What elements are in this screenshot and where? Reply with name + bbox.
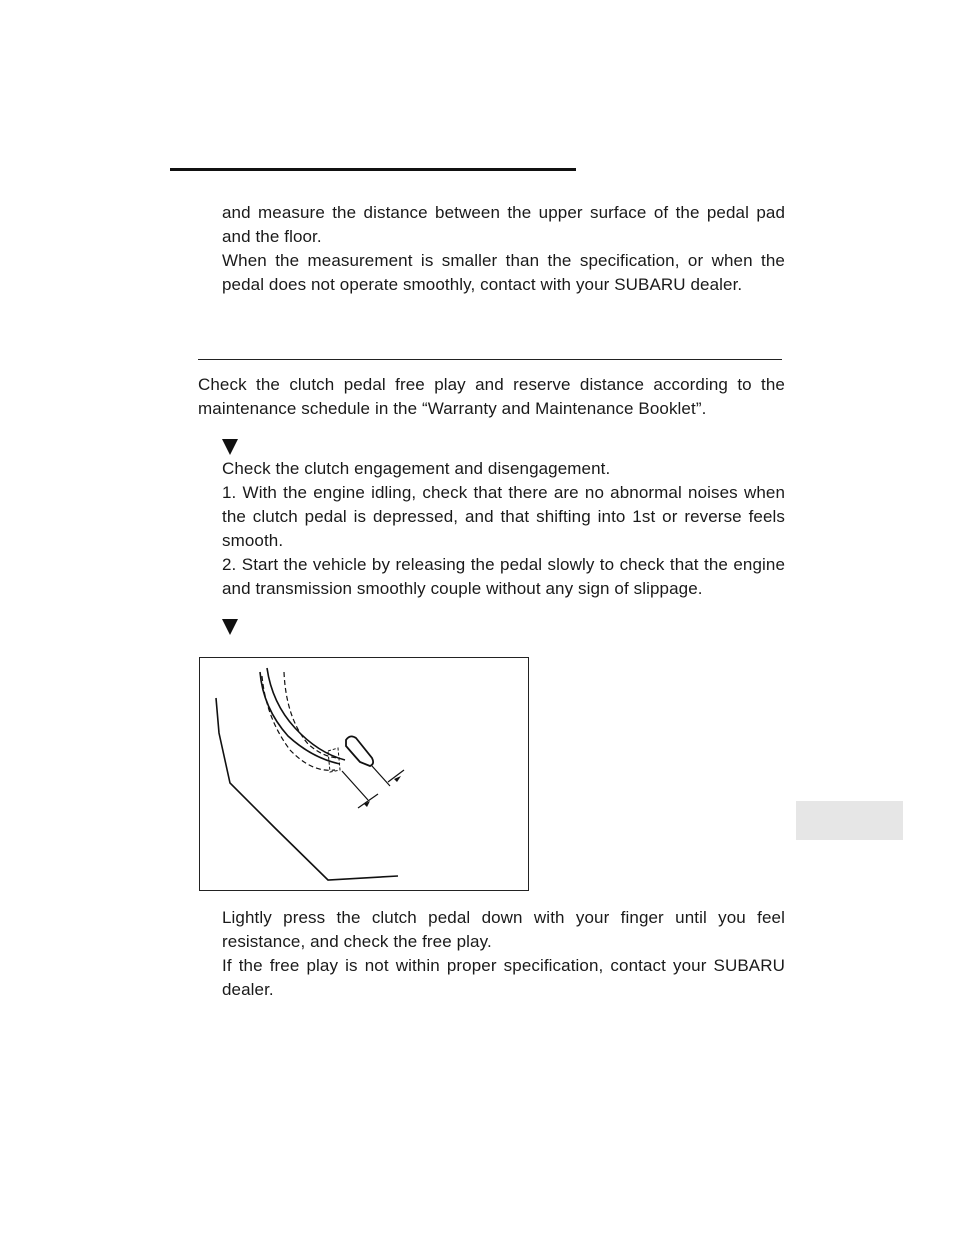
intro-text-2: When the measurement is smaller than the specification, or when the pedal does not operate smoothly, contact with your SUBARU dealer. (222, 251, 785, 294)
free-play-text-2: If the free play is not within proper specification, contact your SUBARU dealer. (222, 956, 785, 999)
engagement-step-1: 1. With the engine idling, check that there are no abnormal noises when the clutch pedal is depressed, and that shifting into 1st or reverse feels smooth. (222, 483, 785, 550)
pedal-depressed-pad (328, 748, 340, 772)
clutch-description: Check the clutch pedal free play and reserve distance according to the maintenance schedule in the “Warranty and Maintenance Booklet”. (198, 375, 785, 418)
reserve-arrow-line (358, 794, 378, 808)
down-triangle-icon (222, 439, 238, 455)
pedal-pad (346, 736, 373, 766)
clutch-pedal-diagram (200, 658, 528, 890)
clutch-pedal-figure (199, 657, 529, 891)
engagement-intro: Check the clutch engagement and disengagement. (222, 459, 611, 478)
pedal-depressed-outline-2 (284, 672, 340, 758)
reserve-extension (342, 771, 368, 800)
chapter-side-tab (796, 801, 903, 840)
floor-outline (216, 698, 398, 880)
engagement-step-2: 2. Start the vehicle by releasing the pedal slowly to check that the engine and transmission smoothly couple without any sign of slippage. (222, 555, 785, 598)
down-triangle-icon (222, 619, 238, 635)
pedal-arm-front (267, 668, 345, 760)
free-play-text-1: Lightly press the clutch pedal down with your finger until you feel resistance, and check the free play. (222, 908, 785, 951)
intro-text-1: and measure the distance between the upper surface of the pedal pad and the floor. (222, 203, 785, 246)
section-top-rule (170, 168, 576, 171)
section-divider (198, 359, 782, 360)
free-play-extension (372, 766, 390, 786)
